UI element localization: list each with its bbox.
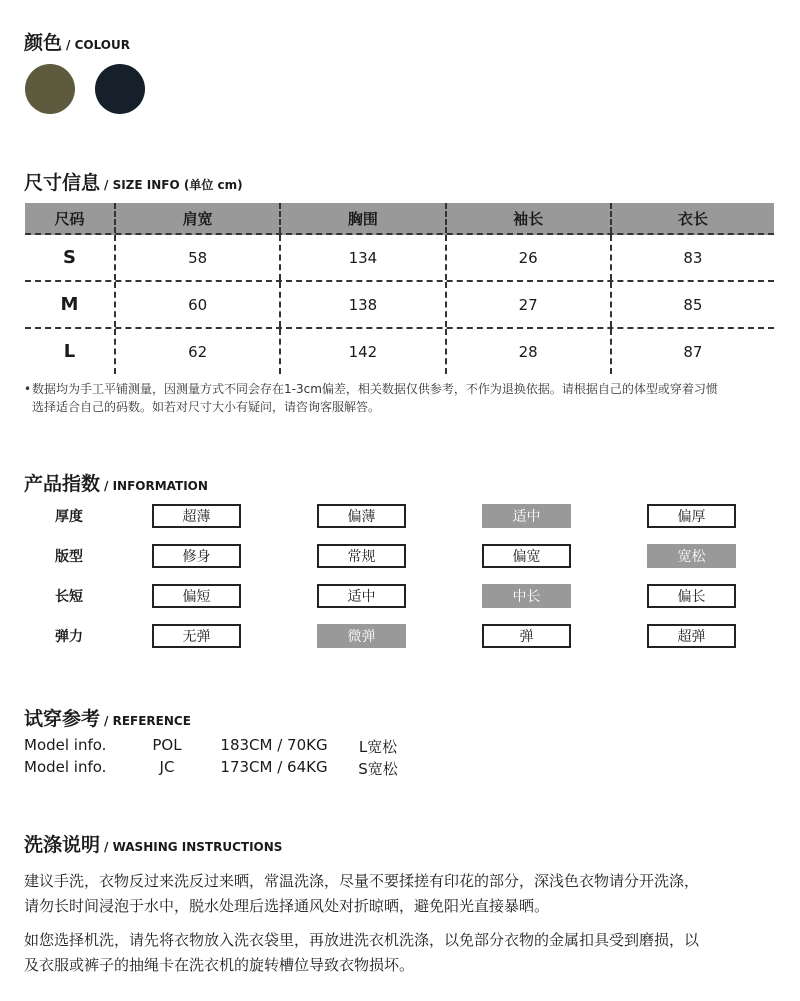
info-option[interactable]: 超薄: [152, 504, 241, 528]
header-sleeve: 袖长: [445, 203, 610, 233]
sleeve-value: 26: [445, 235, 610, 280]
info-row-label: 弹力: [55, 629, 83, 645]
header-chest: 胸围: [279, 203, 444, 233]
info-title: 产品指数: [24, 473, 101, 495]
info-subtitle: / INFORMATION: [104, 479, 208, 493]
header-length: 衣长: [610, 203, 774, 233]
info-option[interactable]: 修身: [152, 544, 241, 568]
info-option[interactable]: 弹: [482, 624, 571, 648]
info-row-label: 厚度: [55, 509, 83, 525]
model-stats: 173CM / 64KG: [220, 758, 328, 776]
reference-section-title: [24, 704, 191, 731]
length-value: 87: [610, 329, 774, 374]
chest-value: 142: [279, 329, 444, 374]
sleeve-value: 27: [445, 282, 610, 327]
washing-section-title: [24, 830, 282, 857]
washing-subtitle: / WASHING INSTRUCTIONS: [104, 840, 283, 854]
reference-row: [24, 758, 408, 779]
info-option[interactable]: 偏厚: [647, 504, 736, 528]
info-option-selected[interactable]: 中长: [482, 584, 571, 608]
model-info-label: Model info.: [24, 736, 107, 754]
chest-value: 138: [279, 282, 444, 327]
size-label: S: [63, 247, 76, 268]
colour-title: 颜色: [24, 32, 63, 54]
info-row-label: 版型: [55, 549, 83, 565]
header-size: 尺码: [54, 209, 85, 228]
info-option[interactable]: 偏薄: [317, 504, 406, 528]
chest-value: 134: [279, 235, 444, 280]
info-option[interactable]: 无弹: [152, 624, 241, 648]
note-line-1: 数据均为手工平铺测量，因测量方式不同会存在1-3cm偏差，相关数据仅供参考，不作为退换依据。请根据自己的体型或穿着习惯: [32, 382, 718, 396]
model-size: S宽松: [358, 760, 398, 778]
shoulder-value: 58: [114, 235, 279, 280]
size-subtitle: / SIZE INFO (单位 cm): [104, 178, 243, 192]
colour-subtitle: / COLOUR: [66, 38, 130, 52]
info-option[interactable]: 超弹: [647, 624, 736, 648]
shoulder-value: 62: [114, 329, 279, 374]
reference-subtitle: / REFERENCE: [104, 714, 191, 728]
note-line-2: 选择适合自己的码数。如若对尺寸大小有疑问，请咨询客服解答。: [32, 400, 381, 414]
info-option[interactable]: 偏长: [647, 584, 736, 608]
washing-p2-line1: 如您选择机洗，请先将衣物放入洗衣袋里，再放进洗衣机洗涤，以免部分衣物的金属扣具受到磨损，以: [24, 931, 700, 949]
shoulder-value: 60: [114, 282, 279, 327]
info-option[interactable]: 偏宽: [482, 544, 571, 568]
info-section-title: [24, 469, 208, 496]
sleeve-value: 28: [445, 329, 610, 374]
model-size: L宽松: [358, 738, 398, 756]
size-note: [24, 380, 784, 416]
model-stats: 183CM / 70KG: [220, 736, 328, 754]
size-label: L: [63, 341, 76, 362]
info-option[interactable]: 常规: [317, 544, 406, 568]
washing-title: 洗涤说明: [24, 834, 101, 856]
size-table: [25, 203, 774, 374]
size-title: 尺寸信息: [24, 172, 101, 194]
reference-row: [24, 736, 408, 757]
table-row: [25, 329, 774, 374]
info-row-label: 长短: [55, 589, 83, 605]
washing-p1-line2: 请勿长时间浸泡于水中，脱水处理后选择通风处对折晾晒，避免阳光直接暴晒。: [24, 897, 550, 915]
washing-paragraph-2: [24, 928, 784, 978]
info-option-selected[interactable]: 微弹: [317, 624, 406, 648]
colour-swatch-olive[interactable]: [25, 64, 75, 114]
colour-swatch-navy-black[interactable]: [95, 64, 145, 114]
model-name: JC: [159, 758, 175, 776]
table-row: [25, 282, 774, 329]
header-shoulder: 肩宽: [114, 203, 279, 233]
info-option-selected[interactable]: 适中: [482, 504, 571, 528]
size-section-title: [24, 168, 243, 195]
colour-section-title: [24, 28, 130, 55]
washing-paragraph-1: [24, 869, 784, 919]
table-row: [25, 235, 774, 282]
info-option[interactable]: 偏短: [152, 584, 241, 608]
washing-p1-line1: 建议手洗，衣物反过来洗反过来晒，常温洗涤，尽量不要揉搓有印花的部分，深浅色衣物请分开洗涤，: [24, 872, 700, 890]
model-name: POL: [152, 736, 182, 754]
info-option[interactable]: 适中: [317, 584, 406, 608]
reference-title: 试穿参考: [24, 708, 101, 730]
info-option-selected[interactable]: 宽松: [647, 544, 736, 568]
size-label: M: [60, 294, 79, 315]
washing-p2-line2: 及衣服或裤子的抽绳卡在洗衣机的旋转槽位导致衣物损坏。: [24, 956, 415, 974]
length-value: 83: [610, 235, 774, 280]
model-info-label: Model info.: [24, 758, 107, 776]
note-bullet: •: [24, 382, 32, 396]
size-table-header: [25, 203, 774, 235]
length-value: 85: [610, 282, 774, 327]
